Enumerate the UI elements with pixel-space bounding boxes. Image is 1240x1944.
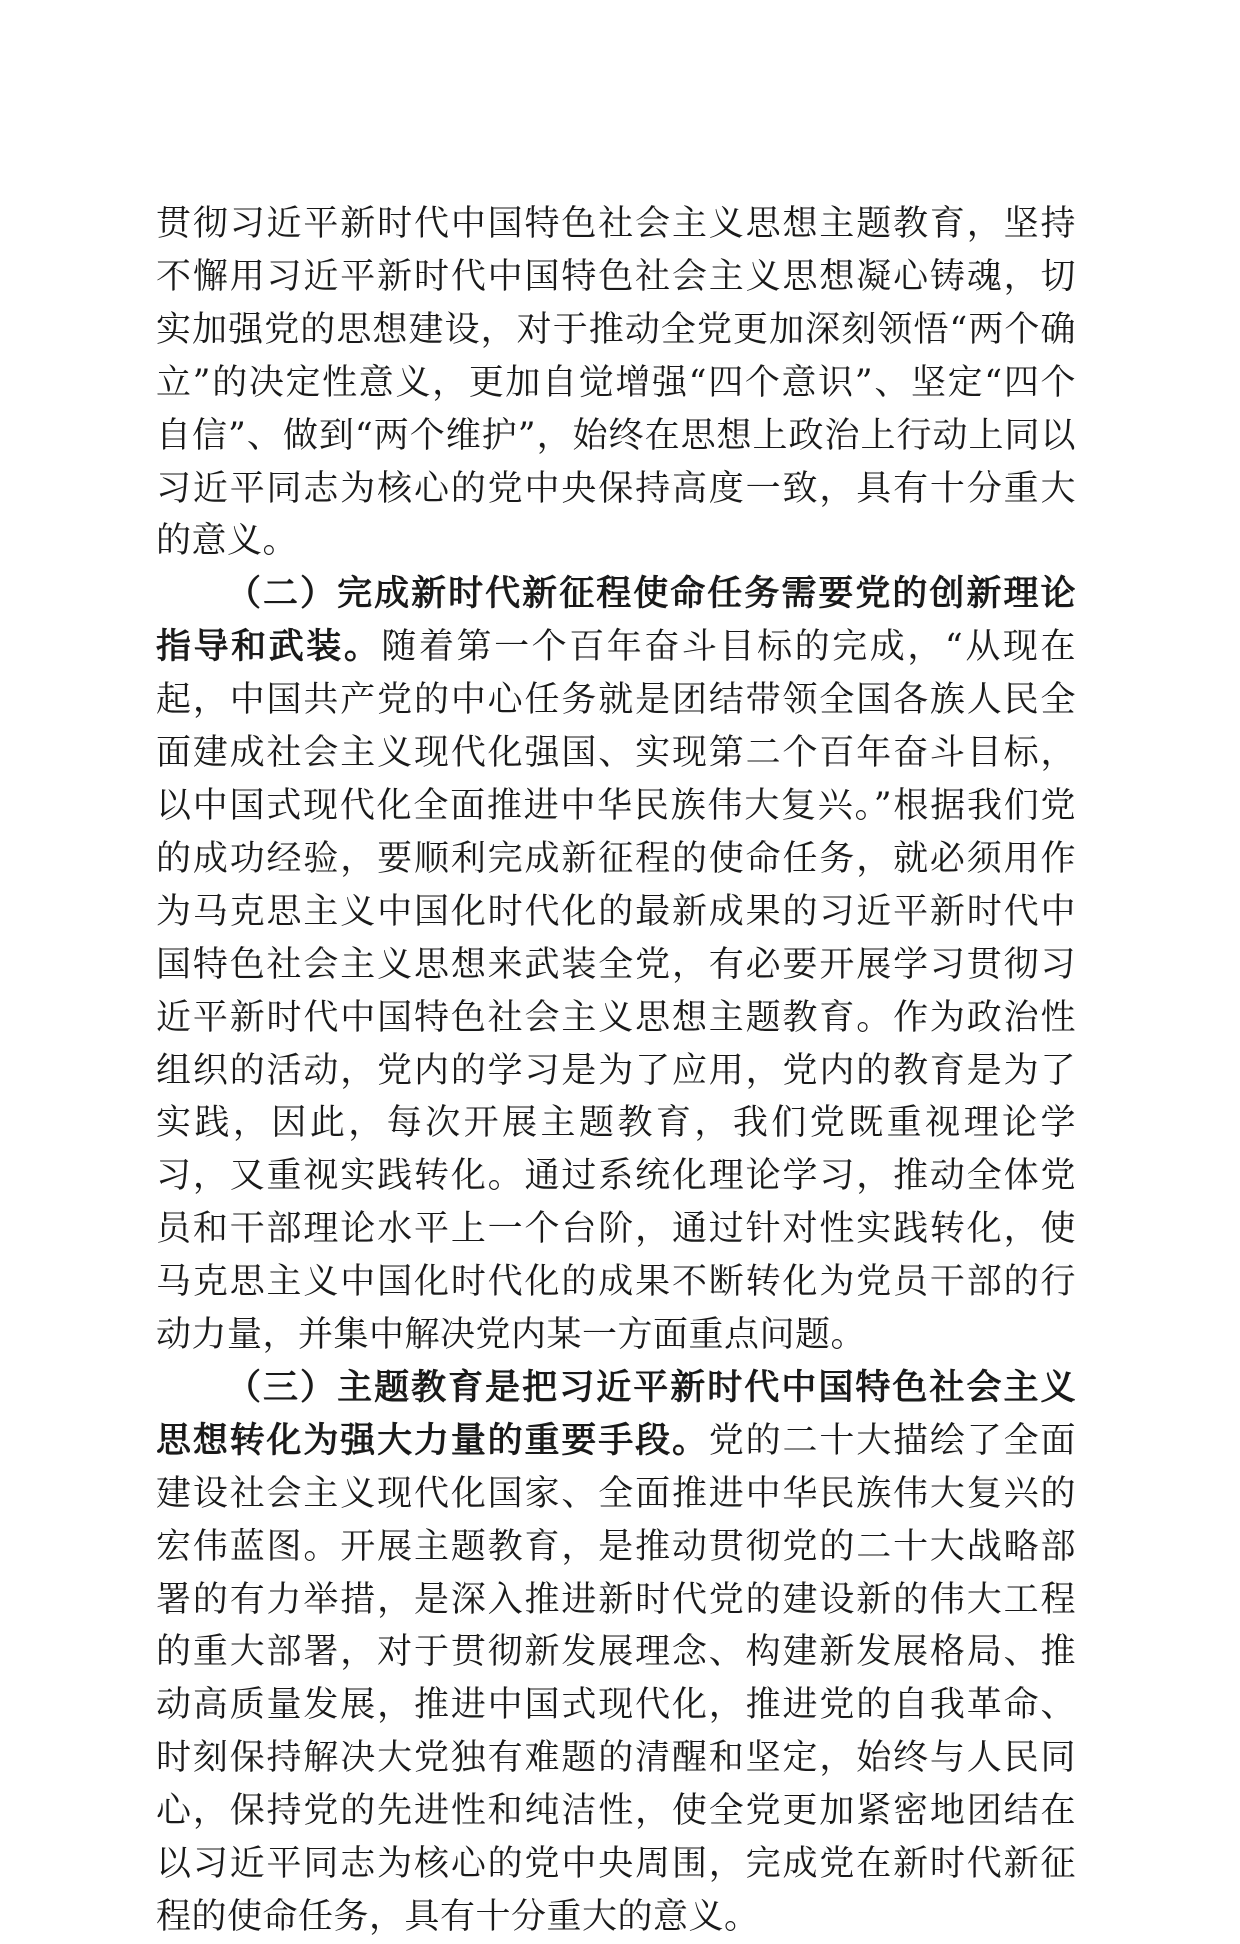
paragraph-section-2 <box>156 568 1076 1362</box>
document-body <box>156 198 1076 1944</box>
paragraph-text: 党的二十大描绘了全面建设社会主义现代化国家、全面推进中华民族伟大复兴的宏伟蓝图。开展主题教育，是推动贯彻党的二十大战略部署的有力举措，是深入推进新时代党的建设新的伟大工程的重大部署，对于贯彻新发展理念、构建新发展格局、推动高质量发展，推进中国式现代化，推进党的自我革命、时刻保持解决大党独有难题的清醒和坚定，始终与人民同心，保持党的先进性和纯洁性，使全党更加紧密地团结在以习近平同志为核心的党中央周围，完成党在新时代新征程的使命任务，具有十分重大的意义。 <box>156 1420 1076 1937</box>
paragraph-text: 贯彻习近平新时代中国特色社会主义思想主题教育，坚持不懈用习近平新时代中国特色社会主义思想凝心铸魂，切实加强党的思想建设，对于推动全党更加深刻领悟“两个确立”的决定性意义，更加自觉增强“四个意识”、坚定“四个自信”、做到“两个维护”，始终在思想上政治上行动上同以习近平同志为核心的党中央保持高度一致，具有十分重大的意义。 <box>156 204 1076 562</box>
section-heading-2: （二）完成新时代新征程使命任务需要党的创新理论指导和武装。 <box>156 573 1076 668</box>
paragraph-continued <box>156 198 1076 568</box>
paragraph-section-3 <box>156 1362 1076 1944</box>
paragraph-text: 随着第一个百年奋斗目标的完成，“从现在起，中国共产党的中心任务就是团结带领全国各族人民全面建成社会主义现代化强国、实现第二个百年奋斗目标，以中国式现代化全面推进中华民族伟大复兴。”根据我们党的成功经验，要顺利完成新征程的使命任务，就必须用作为马克思主义中国化时代化的最新成果的习近平新时代中国特色社会主义思想来武装全党，有必要开展学习贯彻习近平新时代中国特色社会主义思想主题教育。作为政治性组织的活动，党内的学习是为了应用，党内的教育是为了实践，因此，每次开展主题教育，我们党既重视理论学习，又重视实践转化。通过系统化理论学习，推动全体党员和干部理论水平上一个台阶，通过针对性实践转化，使马克思主义中国化时代化的成果不断转化为党员干部的行动力量，并集中解决党内某一方面重点问题。 <box>156 627 1076 1356</box>
section-heading-3: （三）主题教育是把习近平新时代中国特色社会主义思想转化为强大力量的重要手段。 <box>156 1366 1076 1461</box>
